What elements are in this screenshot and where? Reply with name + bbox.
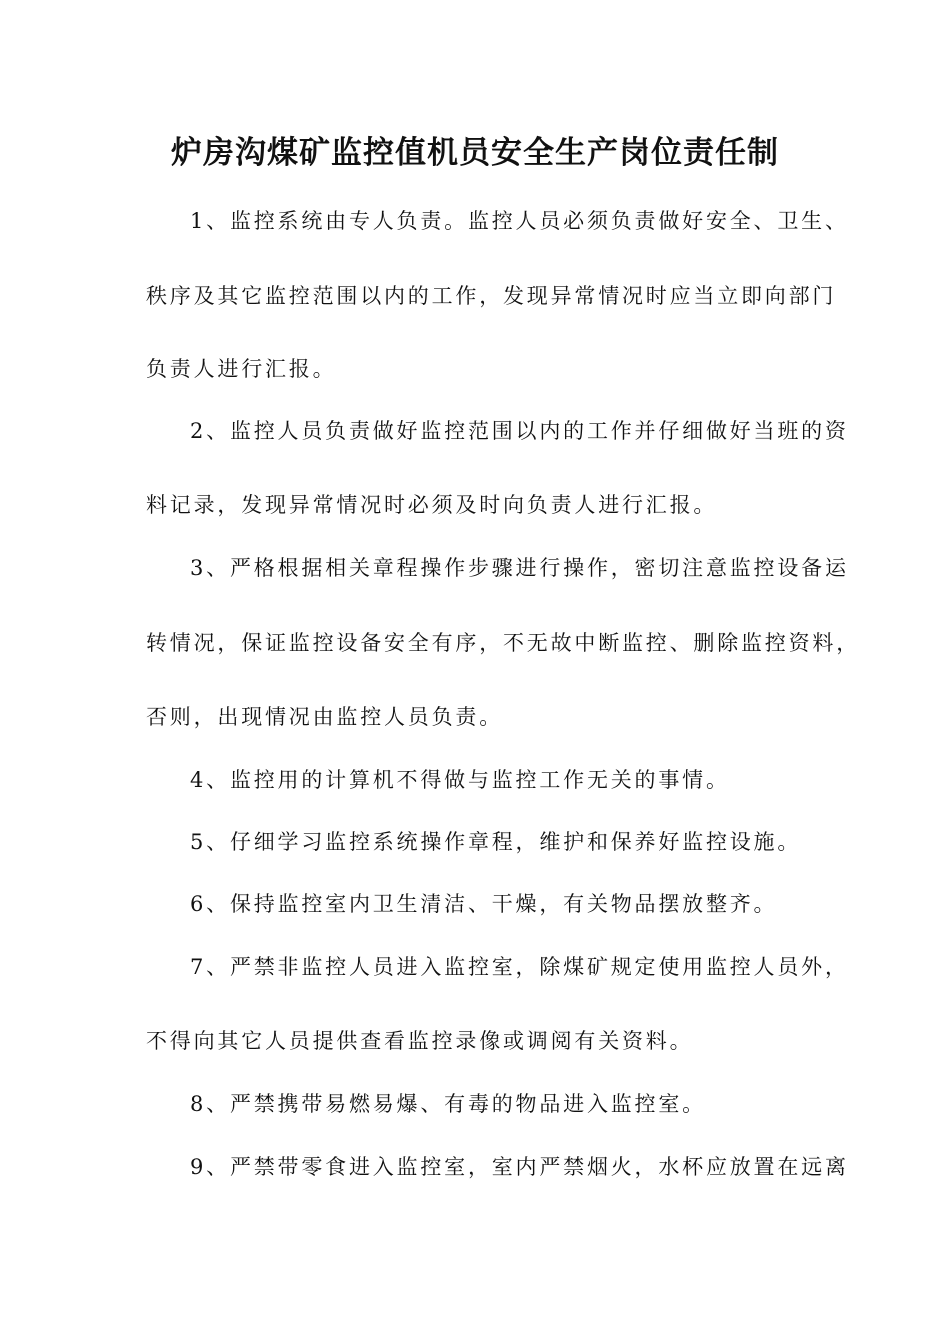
paragraph-1-line-1: 1、监控系统由专人负责。监控人员必须负责做好安全、卫生、 xyxy=(190,209,849,233)
paragraph-1-line-3: 负责人进行汇报。 xyxy=(146,357,337,381)
paragraph-9-line-1: 9、严禁带零食进入监控室，室内严禁烟火，水杯应放置在远离 xyxy=(190,1155,849,1179)
paragraph-8: 8、严禁携带易燃易爆、有毒的物品进入监控室。 xyxy=(190,1092,706,1116)
paragraph-3-line-3: 否则，出现情况由监控人员负责。 xyxy=(146,705,503,729)
paragraph-7-line-1: 7、严禁非监控人员进入监控室，除煤矿规定使用监控人员外， xyxy=(190,955,849,979)
paragraph-4: 4、监控用的计算机不得做与监控工作无关的事情。 xyxy=(190,768,730,792)
paragraph-1-line-2: 秩序及其它监控范围以内的工作，发现异常情况时应当立即向部门 xyxy=(146,284,837,308)
paragraph-2-line-2: 料记录，发现异常情况时必须及时向负责人进行汇报。 xyxy=(146,493,718,517)
paragraph-3-line-2: 转情况，保证监控设备安全有序，不无故中断监控、删除监控资料， xyxy=(146,631,860,655)
paragraph-2-line-1: 2、监控人员负责做好监控范围以内的工作并仔细做好当班的资 xyxy=(190,419,849,443)
paragraph-7-line-2: 不得向其它人员提供查看监控录像或调阅有关资料。 xyxy=(146,1029,694,1053)
paragraph-3-line-1: 3、严格根据相关章程操作步骤进行操作，密切注意监控设备运 xyxy=(190,556,849,580)
paragraph-6: 6、保持监控室内卫生清洁、干燥，有关物品摆放整齐。 xyxy=(190,892,778,916)
paragraph-5: 5、仔细学习监控系统操作章程，维护和保养好监控设施。 xyxy=(190,830,802,854)
document-title: 炉房沟煤矿监控值机员安全生产岗位责任制 xyxy=(171,135,779,171)
